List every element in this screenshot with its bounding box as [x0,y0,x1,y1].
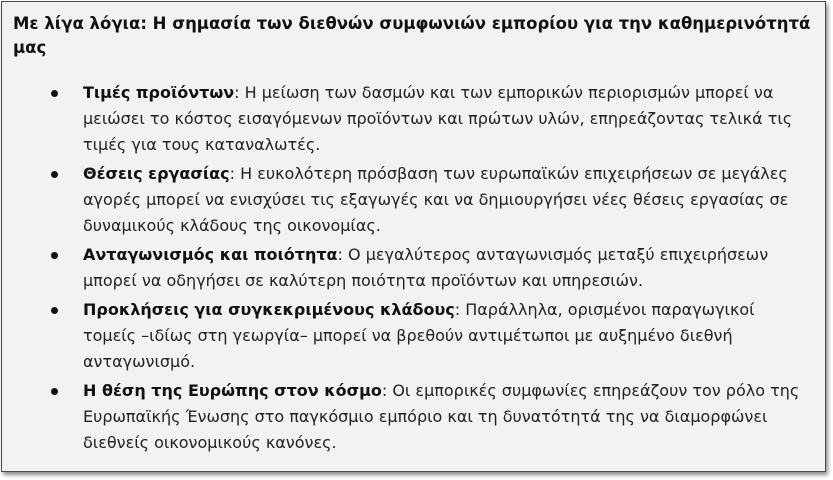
key-points-list [2,80,825,459]
box-title: Με λίγα λόγια: Η σημασία των διεθνών συμφωνιών εμπορίου για την καθημερινότητά μας [13,14,811,57]
bullet-icon [51,252,58,259]
list-item [2,378,825,456]
item-text: : Οι εμπορικές συμφωνίες επηρεάζουν τον ρόλο της Ευρωπαϊκής Ένωσης στο παγκόσμιο εμπόριο και τη δυνατότητά της να διαμορφώνει διεθνείς οικονομικούς κανόνες. [83,381,800,452]
list-item [2,242,825,294]
item-text: : Η μείωση των δασμών και των εμπορικών περιορισμών μπορεί να μειώσει το κόστος εισαγόμενων προϊόντων και πρώτων υλών, επηρεάζοντας τελικά τις τιμές για τους καταναλωτές. [83,83,793,154]
bullet-icon [51,307,58,314]
item-text: : Παράλληλα, ορισμένοι παραγωγικοί τομείς –ιδίως στη γεωργία– μπορεί να βρεθούν αντιμέτωποι με αυξημένο διεθνή ανταγωνισμό. [83,300,755,371]
list-item [2,161,825,239]
list-item [2,297,825,375]
info-box [1,1,826,472]
bullet-icon [51,90,58,97]
bullet-icon [51,171,58,178]
item-text: : Η ευκολότερη πρόσβαση των ευρωπαϊκών επιχειρήσεων σε μεγάλες αγορές μπορεί να ενισχύσει τις εξαγωγές και να δημιουργήσει νέες θέσεις εργασίας σε δυναμικούς κλάδους της οικονομίας. [83,164,789,235]
item-term: Ανταγωνισμός και ποιότητα [83,245,338,264]
item-term: Θέσεις εργασίας [83,164,230,183]
list-item [2,80,825,158]
item-text: : Ο μεγαλύτερος ανταγωνισμός μεταξύ επιχειρήσεων μπορεί να οδηγήσει σε καλύτερη ποιότητα προϊόντων και υπηρεσιών. [83,245,769,290]
item-term: Τιμές προϊόντων [83,83,235,102]
item-term: Η θέση της Ευρώπης στον κόσμο [83,381,382,400]
bullet-icon [51,388,58,395]
item-term: Προκλήσεις για συγκεκριμένους κλάδους [83,300,455,319]
